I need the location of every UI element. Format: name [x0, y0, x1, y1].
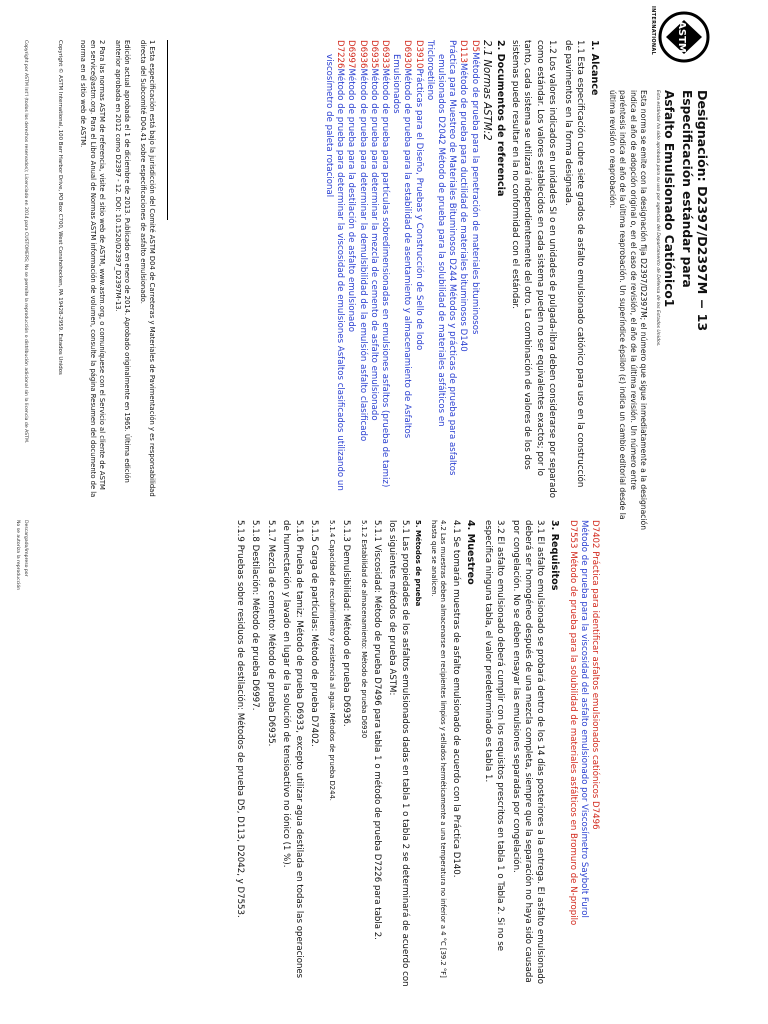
intro-paragraph: Esta norma se emite con la designación fija D2397/D2397M; el número que sigue inmediatamente a la designación indica el año de adopción original o, en el caso de revisión, el año de la última revisión. Un número entre paréntesis indica el año de la última reaprobación. Un superíndice épsilon (ɛ) indica un cambio editorial desde la última revisión o reaprobación. — [607, 90, 648, 531]
adoption-note: Esta estándar ha sido aprobada para su uso por agencias del Departamento de Defensa de los Estados Unidos. — [655, 90, 660, 347]
requisitos-heading: 3. Requisitos — [549, 520, 561, 591]
section-documentos — [323, 40, 506, 500]
section-alcance — [509, 40, 600, 500]
designation: Designación: D2397/D2397M − 13 — [695, 90, 710, 332]
reference-item — [435, 40, 457, 500]
reference-code[interactable]: D6936 — [357, 40, 368, 69]
reference-code[interactable]: D6930 — [402, 40, 413, 69]
requisitos-p1: 3.1 El asfalto emulsionado se probará dentro de los 14 días posteriores a la entrega. El asfalto emulsionado deberá ser homogéneo después de una mezcla completa, siempre que la separación no haya sido causada por congelación. No se deben ensayar las emulsiones separadas por congelación. — [510, 520, 546, 985]
reference-item — [457, 40, 468, 500]
documentos-heading: 2. Documentos de referencia — [495, 40, 506, 197]
metodos-511: 5.1.1 Viscosidad: Método de prueba D7496 para tabla 1 o método de prueba D7226 para tabla 2. — [371, 520, 382, 940]
metodos-517: 5.1.7 Mezcla de cemento: Método de prueba D6935. — [265, 520, 276, 747]
reference-text: Método de prueba para determinar la demulsibilidad de la emulsión asfalto clasificado — [357, 68, 368, 442]
reference-item — [356, 40, 367, 500]
metodos-516: 5.1.6 Prueba de tamiz: Método de prueba D6933, excepto utilizar agua destilada en todas las operaciones de humectación y lavado en lugar de la solución de tensioactivo no iónico (1 %). — [281, 520, 304, 979]
reference-item — [468, 40, 479, 500]
metodos-514: 5.1.4 Capacidad de recubrimiento y resistencia al agua: Métodos de prueba D244. — [328, 520, 337, 801]
page-meta-downloaded: Descargado/impreso por — [23, 520, 28, 577]
footnote-1: 1 Esta especificación está bajo la jurisdicción del Comité ASTM D04 de Carreteras y Materiales de Pavimentación y es responsabilidad directa del Subcomité D04.41 sobre especificaciones de asfalto emulsionado. — [139, 40, 157, 497]
reference-text: Método de prueba para ductilidad de materiales bituminosos D140 — [458, 63, 469, 352]
reference-text: Método de prueba para determinar la viscosidad de emulsiones Asfaltos clasificados utilizando un viscosímetro de paleta rotacional — [323, 54, 346, 491]
reference-item — [379, 40, 390, 500]
footnote-2: 2 Para las normas ASTM de referencia, visite el sitio web de ASTM, www.astm.org, o comuníquese con el Servicio al cliente de ASTM en service@astm.org. Para el Libro Anual de Normas ASTM información de volumen, consulte la página Resumen del documento de la norma en el sitio web de ASTM. — [79, 40, 106, 498]
reference-item — [390, 40, 412, 500]
title-line-1: Especificación estándar para — [680, 90, 694, 288]
alcance-p1: 1.1 Esta especificación cubre siete grados de asfalto emulsionado catiónico para uso en la construcción de pavimentos en la forma designada. — [562, 40, 585, 488]
reference-code[interactable]: D6933 — [379, 40, 390, 69]
reference-text: Método de prueba para la destilación de asfalto emulsionado — [346, 68, 357, 333]
metodos-518: 5.1.8 Destilación: Método de prueba D6997. — [250, 520, 261, 711]
documentos-sub: 2.1 Normas ASTM:2 — [481, 40, 492, 141]
reference-text: Tricloroetileno — [424, 40, 435, 101]
copyright: Copyright © ASTM International, 100 Barr Harbor Drive, PO Box C700, West Conshohocken, PA 19428-2959. Estados Unidos — [56, 40, 63, 375]
reference-code[interactable]: D7226 — [335, 40, 346, 69]
d7402-text: D7402 Práctica para identificar asfaltos emulsionados catiónicos D7496 — [590, 520, 600, 830]
muestreo-heading: 4. Muestreo — [465, 520, 477, 585]
reference-item — [412, 40, 423, 500]
reference-text: Prácticas para el Diseño, Pruebas y Construcción de Sello de lodo — [413, 68, 424, 351]
alcance-heading: 1. Alcance — [589, 40, 600, 96]
metodos-513: 5.1.3 Demulsibilidad: Método de prueba D6936. — [340, 520, 351, 727]
ref-d7402 — [589, 520, 600, 990]
footer-note: Copyright por ASTM Int'l (todos los derechos reservados); Licenciado en 2014 para CUSTOMERS; No se permite la reproducción o distribución adicional sin la licencia de ASTM. — [23, 40, 28, 444]
ref-d7553 — [566, 520, 577, 990]
alcance-p2: 1.2 Los valores indicados en unidades SI o en unidades de pulgada-libra deben considerarse por separado como estándar. Los valores establecidos en cada sistema pueden no ser equivalentes exactos; por lo tanto, cada sistema se utilizará independientemente del otro. La combinación de valores de los dos sistemas puede resultar en la no conformidad con el estándar. — [509, 40, 558, 499]
muestreo-p1: 4.1 Se tomarán muestras de asfalto emulsionado de acuerdo con la Práctica D140. — [451, 520, 462, 878]
reference-item — [424, 40, 435, 500]
logo-text: INTERNATIONAL — [650, 6, 656, 56]
reference-code[interactable]: D6935 — [368, 40, 379, 69]
reference-item — [368, 40, 379, 500]
reference-text: Método de prueba para determinar la mezcla de cemento de asfalto emulsionado — [368, 68, 379, 421]
copyright-block — [50, 40, 68, 500]
metodos-512: 5.1.2 Estabilidad de almacenamiento: Método de prueba D6930 — [359, 520, 368, 739]
reference-code[interactable]: D5 — [469, 40, 480, 53]
reference-text: Práctica para Muestreo de Materiales Bituminosos D244 Métodos y prácticas de prueba para asfaltos emulsionados D2042 Método de prueba para la solubilidad de materiales asfálticos en — [435, 40, 458, 476]
reference-item — [345, 40, 356, 500]
reference-text: Método de prueba para la estabilidad de asentamiento y almacenamiento de Asfaltos Emulsionados — [391, 54, 413, 439]
reference-code[interactable]: D3910 — [413, 40, 424, 69]
svg-text:ASTM: ASTM — [676, 21, 687, 53]
section-right — [234, 520, 600, 990]
metodos-519: 5.1.9 Pruebas sobre residuos de destilación: Métodos de prueba D5, D113, D2042, y D7553. — [235, 520, 246, 918]
reference-text: Método de prueba para la penetración de materiales bituminosos — [469, 52, 480, 335]
d7553-text: D7553 Método de prueba para la solubilidad de materiales asfálticos en Bromuro de N-propilo — [567, 520, 578, 926]
page-meta-reproduction: No se autoriza la reproducción — [15, 520, 20, 591]
requisitos-p2: 3.2 El asfalto emulsionado deberá cumplir con los requisitos prescritos en tabla 1 o Tabla 2. Si no se especifica ninguna tabla, el valor predeterminado es tabla 1. — [482, 520, 506, 952]
reference-code[interactable]: D113 — [458, 40, 469, 64]
reference-text: Método de prueba para partículas sobredimensionadas en emulsiones asfaltos (prueba de tamiz) — [379, 68, 390, 488]
metodos-515: 5.1.5 Carga de partículas: Método de prueba D7402. — [309, 520, 320, 747]
footnotes — [71, 40, 163, 500]
metodos-heading: 5. Métodos de prueba — [413, 520, 422, 607]
muestreo-p2: 4.2 Las muestras deben almacenarse en recipientes limpios y sellados herméticamente a una temperatura no inferior a 4 °C [39.2 °F] hasta que se analicen. — [429, 520, 447, 978]
reference-list — [323, 40, 480, 500]
metodos-p1: 5.1 Las propiedades de los asfaltos emulsionados dadas en tabla 1 o tabla 2 se determinará de acuerdo con los siguientes métodos de prueba ASTM: — [387, 520, 410, 987]
reference-item — [323, 40, 345, 500]
footnote-divider — [167, 40, 168, 220]
title-line-2: Asfalto Emulsionado Catiónico1 — [662, 90, 676, 308]
reference-code[interactable]: D6997 — [346, 40, 357, 69]
ref-d7496: Método de prueba para la viscosidad del asfalto emulsionado por Viscosímetro Saybolt Furol — [578, 520, 589, 918]
footnote-1b: Edición actual aprobada el 1 de diciembre de 2013. Publicado en enero de 2014. Aprobado originalmente en 1965. Última edición anterior aprobada en 2012 como D2397 - 12. DOI: 10.1520/D2397_D2397M-13. — [113, 40, 131, 483]
